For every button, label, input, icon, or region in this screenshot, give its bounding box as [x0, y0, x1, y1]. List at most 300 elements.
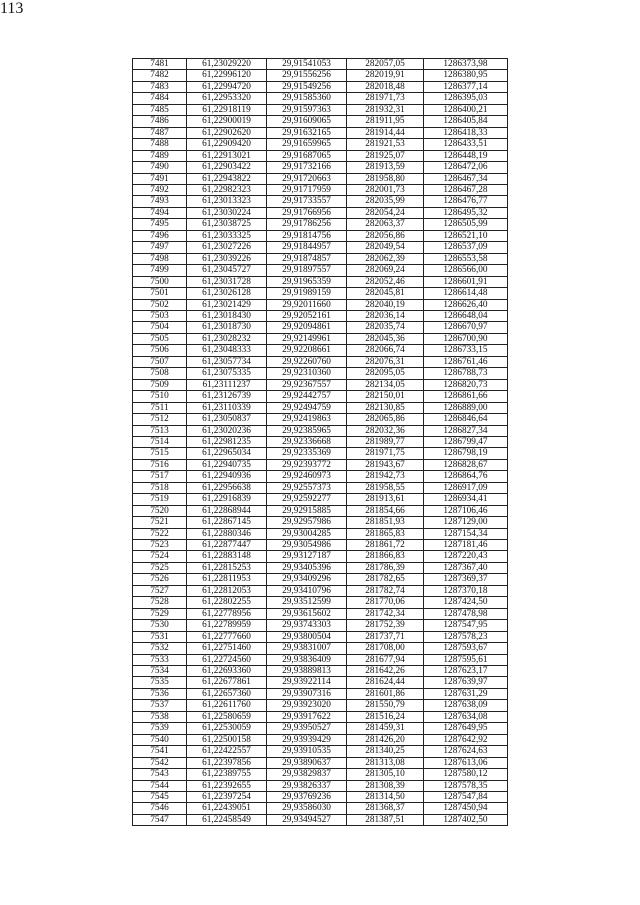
point-number-cell: 7482	[133, 70, 187, 81]
point-number-cell: 7536	[133, 688, 187, 699]
table-row	[133, 345, 508, 356]
y-coordinate-cell: 1286400,21	[424, 104, 508, 115]
table-row	[133, 299, 508, 310]
latitude-cell: 61,23020236	[187, 425, 267, 436]
point-number-cell: 7489	[133, 150, 187, 161]
point-number-cell: 7544	[133, 780, 187, 791]
longitude-cell: 29,91766956	[267, 207, 347, 218]
table-row	[133, 391, 508, 402]
longitude-cell: 29,92335369	[267, 448, 347, 459]
y-coordinate-cell: 1287402,50	[424, 814, 508, 825]
y-coordinate-cell: 1287424,50	[424, 597, 508, 608]
longitude-cell: 29,91732166	[267, 162, 347, 173]
longitude-cell: 29,91965359	[267, 276, 347, 287]
table-row	[133, 288, 508, 299]
table-row	[133, 184, 508, 195]
y-coordinate-cell: 1287547,95	[424, 620, 508, 631]
y-coordinate-cell: 1287649,95	[424, 723, 508, 734]
point-number-cell: 7485	[133, 104, 187, 115]
point-number-cell: 7484	[133, 93, 187, 104]
y-coordinate-cell: 1286566,00	[424, 265, 508, 276]
latitude-cell: 61,22943822	[187, 173, 267, 184]
longitude-cell: 29,93831007	[267, 643, 347, 654]
point-number-cell: 7509	[133, 379, 187, 390]
point-number-cell: 7517	[133, 471, 187, 482]
latitude-cell: 61,22982323	[187, 184, 267, 195]
y-coordinate-cell: 1287106,46	[424, 505, 508, 516]
table-row	[133, 757, 508, 768]
longitude-cell: 29,91597363	[267, 104, 347, 115]
point-number-cell: 7540	[133, 734, 187, 745]
latitude-cell: 61,22965034	[187, 448, 267, 459]
point-number-cell: 7496	[133, 230, 187, 241]
latitude-cell: 61,23026128	[187, 288, 267, 299]
longitude-cell: 29,91844957	[267, 242, 347, 253]
latitude-cell: 61,22693360	[187, 666, 267, 677]
table-row	[133, 540, 508, 551]
longitude-cell: 29,91687065	[267, 150, 347, 161]
y-coordinate-cell: 1286553,58	[424, 253, 508, 264]
longitude-cell: 29,91720663	[267, 173, 347, 184]
table-row	[133, 562, 508, 573]
point-number-cell: 7529	[133, 608, 187, 619]
y-coordinate-cell: 1286476,77	[424, 196, 508, 207]
point-number-cell: 7534	[133, 666, 187, 677]
point-number-cell: 7505	[133, 333, 187, 344]
table-row	[133, 104, 508, 115]
y-coordinate-cell: 1286889,00	[424, 402, 508, 413]
longitude-cell: 29,93127187	[267, 551, 347, 562]
y-coordinate-cell: 1286827,34	[424, 425, 508, 436]
latitude-cell: 61,22657360	[187, 688, 267, 699]
y-coordinate-cell: 1286798,19	[424, 448, 508, 459]
x-coordinate-cell: 282069,24	[347, 265, 424, 276]
longitude-cell: 29,91989159	[267, 288, 347, 299]
y-coordinate-cell: 1286537,09	[424, 242, 508, 253]
point-number-cell: 7524	[133, 551, 187, 562]
latitude-cell: 61,23126739	[187, 391, 267, 402]
latitude-cell: 61,23027226	[187, 242, 267, 253]
latitude-cell: 61,23029220	[187, 59, 267, 70]
latitude-cell: 61,22802255	[187, 597, 267, 608]
y-coordinate-cell: 1286670,97	[424, 322, 508, 333]
longitude-cell: 29,92557373	[267, 482, 347, 493]
y-coordinate-cell: 1287154,34	[424, 528, 508, 539]
y-coordinate-cell: 1286472,06	[424, 162, 508, 173]
latitude-cell: 61,22902620	[187, 127, 267, 138]
latitude-cell: 61,22956638	[187, 482, 267, 493]
longitude-cell: 29,92915885	[267, 505, 347, 516]
longitude-cell: 29,93405396	[267, 562, 347, 573]
point-number-cell: 7532	[133, 643, 187, 654]
x-coordinate-cell: 281971,73	[347, 93, 424, 104]
table-row	[133, 528, 508, 539]
longitude-cell: 29,91874857	[267, 253, 347, 264]
table-row	[133, 116, 508, 127]
latitude-cell: 61,23048333	[187, 345, 267, 356]
x-coordinate-cell: 282095,05	[347, 368, 424, 379]
table-row	[133, 368, 508, 379]
longitude-cell: 29,93586030	[267, 803, 347, 814]
point-number-cell: 7525	[133, 562, 187, 573]
latitude-cell: 61,22996120	[187, 70, 267, 81]
longitude-cell: 29,93889813	[267, 666, 347, 677]
point-number-cell: 7539	[133, 723, 187, 734]
table-row	[133, 265, 508, 276]
x-coordinate-cell: 282054,24	[347, 207, 424, 218]
latitude-cell: 61,23030224	[187, 207, 267, 218]
longitude-cell: 29,92592277	[267, 494, 347, 505]
y-coordinate-cell: 1286373,98	[424, 59, 508, 70]
latitude-cell: 61,22392655	[187, 780, 267, 791]
x-coordinate-cell: 282065,86	[347, 414, 424, 425]
table-row	[133, 574, 508, 585]
x-coordinate-cell: 281387,51	[347, 814, 424, 825]
y-coordinate-cell: 1287450,94	[424, 803, 508, 814]
x-coordinate-cell: 281752,39	[347, 620, 424, 631]
x-coordinate-cell: 282057,05	[347, 59, 424, 70]
x-coordinate-cell: 281866,83	[347, 551, 424, 562]
y-coordinate-cell: 1286864,76	[424, 471, 508, 482]
latitude-cell: 61,22724560	[187, 654, 267, 665]
x-coordinate-cell: 282035,74	[347, 322, 424, 333]
table-row	[133, 173, 508, 184]
y-coordinate-cell: 1286733,15	[424, 345, 508, 356]
y-coordinate-cell: 1286861,66	[424, 391, 508, 402]
x-coordinate-cell: 282056,86	[347, 230, 424, 241]
longitude-cell: 29,91717959	[267, 184, 347, 195]
table-row	[133, 414, 508, 425]
latitude-cell: 61,22778956	[187, 608, 267, 619]
y-coordinate-cell: 1287181,46	[424, 540, 508, 551]
x-coordinate-cell: 282045,36	[347, 333, 424, 344]
point-number-cell: 7506	[133, 345, 187, 356]
point-number-cell: 7507	[133, 356, 187, 367]
latitude-cell: 61,22900019	[187, 116, 267, 127]
y-coordinate-cell: 1286495,32	[424, 207, 508, 218]
longitude-cell: 29,92442757	[267, 391, 347, 402]
latitude-cell: 61,23021429	[187, 299, 267, 310]
longitude-cell: 29,91814756	[267, 230, 347, 241]
x-coordinate-cell: 281921,53	[347, 139, 424, 150]
latitude-cell: 61,23033325	[187, 230, 267, 241]
x-coordinate-cell: 281865,83	[347, 528, 424, 539]
longitude-cell: 29,91659965	[267, 139, 347, 150]
table-row	[133, 734, 508, 745]
x-coordinate-cell: 281925,07	[347, 150, 424, 161]
y-coordinate-cell: 1287580,12	[424, 769, 508, 780]
longitude-cell: 29,91549256	[267, 81, 347, 92]
x-coordinate-cell: 281737,71	[347, 631, 424, 642]
longitude-cell: 29,92336668	[267, 436, 347, 447]
longitude-cell: 29,91541053	[267, 59, 347, 70]
x-coordinate-cell: 281913,61	[347, 494, 424, 505]
longitude-cell: 29,93950527	[267, 723, 347, 734]
point-number-cell: 7512	[133, 414, 187, 425]
latitude-cell: 61,22751460	[187, 643, 267, 654]
point-number-cell: 7513	[133, 425, 187, 436]
y-coordinate-cell: 1287367,40	[424, 562, 508, 573]
point-number-cell: 7493	[133, 196, 187, 207]
y-coordinate-cell: 1286917,09	[424, 482, 508, 493]
table-row	[133, 792, 508, 803]
x-coordinate-cell: 281601,86	[347, 688, 424, 699]
y-coordinate-cell: 1286626,40	[424, 299, 508, 310]
latitude-cell: 61,22918119	[187, 104, 267, 115]
point-number-cell: 7510	[133, 391, 187, 402]
point-number-cell: 7499	[133, 265, 187, 276]
latitude-cell: 61,23050837	[187, 414, 267, 425]
x-coordinate-cell: 282045,81	[347, 288, 424, 299]
point-number-cell: 7545	[133, 792, 187, 803]
x-coordinate-cell: 281971,75	[347, 448, 424, 459]
coordinates-table-body	[133, 59, 508, 826]
latitude-cell: 61,22580659	[187, 711, 267, 722]
x-coordinate-cell: 282063,37	[347, 219, 424, 230]
point-number-cell: 7515	[133, 448, 187, 459]
table-row	[133, 93, 508, 104]
longitude-cell: 29,93743303	[267, 620, 347, 631]
y-coordinate-cell: 1286467,34	[424, 173, 508, 184]
latitude-cell: 61,22916839	[187, 494, 267, 505]
table-row	[133, 769, 508, 780]
page-number: 113	[0, 0, 24, 17]
latitude-cell: 61,22611760	[187, 700, 267, 711]
coordinates-table	[132, 58, 508, 826]
table-row	[133, 379, 508, 390]
point-number-cell: 7497	[133, 242, 187, 253]
point-number-cell: 7481	[133, 59, 187, 70]
y-coordinate-cell: 1286700,90	[424, 333, 508, 344]
longitude-cell: 29,91733557	[267, 196, 347, 207]
x-coordinate-cell: 281932,31	[347, 104, 424, 115]
x-coordinate-cell: 281459,31	[347, 723, 424, 734]
table-row	[133, 425, 508, 436]
point-number-cell: 7527	[133, 585, 187, 596]
latitude-cell: 61,23028232	[187, 333, 267, 344]
latitude-cell: 61,22981235	[187, 436, 267, 447]
longitude-cell: 29,93410796	[267, 585, 347, 596]
table-row	[133, 196, 508, 207]
y-coordinate-cell: 1287578,23	[424, 631, 508, 642]
latitude-cell: 61,23038725	[187, 219, 267, 230]
latitude-cell: 61,22789959	[187, 620, 267, 631]
longitude-cell: 29,93512599	[267, 597, 347, 608]
latitude-cell: 61,22530059	[187, 723, 267, 734]
table-row	[133, 723, 508, 734]
y-coordinate-cell: 1287220,43	[424, 551, 508, 562]
x-coordinate-cell: 282001,73	[347, 184, 424, 195]
x-coordinate-cell: 282040,19	[347, 299, 424, 310]
point-number-cell: 7486	[133, 116, 187, 127]
y-coordinate-cell: 1287478,98	[424, 608, 508, 619]
longitude-cell: 29,93409296	[267, 574, 347, 585]
longitude-cell: 29,93910535	[267, 746, 347, 757]
y-coordinate-cell: 1286521,10	[424, 230, 508, 241]
point-number-cell: 7518	[133, 482, 187, 493]
point-number-cell: 7542	[133, 757, 187, 768]
table-row	[133, 814, 508, 825]
point-number-cell: 7535	[133, 677, 187, 688]
x-coordinate-cell: 281708,00	[347, 643, 424, 654]
point-number-cell: 7495	[133, 219, 187, 230]
point-number-cell: 7487	[133, 127, 187, 138]
x-coordinate-cell: 281913,59	[347, 162, 424, 173]
y-coordinate-cell: 1286648,04	[424, 310, 508, 321]
y-coordinate-cell: 1287642,92	[424, 734, 508, 745]
longitude-cell: 29,92385965	[267, 425, 347, 436]
point-number-cell: 7538	[133, 711, 187, 722]
table-row	[133, 471, 508, 482]
point-number-cell: 7541	[133, 746, 187, 757]
latitude-cell: 61,23013323	[187, 196, 267, 207]
point-number-cell: 7504	[133, 322, 187, 333]
table-row	[133, 253, 508, 264]
longitude-cell: 29,93922114	[267, 677, 347, 688]
y-coordinate-cell: 1286505,99	[424, 219, 508, 230]
point-number-cell: 7508	[133, 368, 187, 379]
table-row	[133, 81, 508, 92]
x-coordinate-cell: 282049,54	[347, 242, 424, 253]
longitude-cell: 29,93494527	[267, 814, 347, 825]
latitude-cell: 61,23110339	[187, 402, 267, 413]
longitude-cell: 29,92094861	[267, 322, 347, 333]
table-row	[133, 700, 508, 711]
x-coordinate-cell: 281642,26	[347, 666, 424, 677]
y-coordinate-cell: 1287578,35	[424, 780, 508, 791]
latitude-cell: 61,22909420	[187, 139, 267, 150]
table-row	[133, 459, 508, 470]
longitude-cell: 29,91897557	[267, 265, 347, 276]
table-row	[133, 162, 508, 173]
longitude-cell: 29,93004285	[267, 528, 347, 539]
latitude-cell: 61,22994720	[187, 81, 267, 92]
longitude-cell: 29,92011660	[267, 299, 347, 310]
longitude-cell: 29,92149961	[267, 333, 347, 344]
y-coordinate-cell: 1286467,28	[424, 184, 508, 195]
x-coordinate-cell: 281958,55	[347, 482, 424, 493]
latitude-cell: 61,22811953	[187, 574, 267, 585]
x-coordinate-cell: 281861,72	[347, 540, 424, 551]
table-row	[133, 654, 508, 665]
point-number-cell: 7500	[133, 276, 187, 287]
point-number-cell: 7516	[133, 459, 187, 470]
longitude-cell: 29,93917622	[267, 711, 347, 722]
y-coordinate-cell: 1287623,17	[424, 666, 508, 677]
table-row	[133, 150, 508, 161]
y-coordinate-cell: 1287547,84	[424, 792, 508, 803]
x-coordinate-cell: 282035,99	[347, 196, 424, 207]
y-coordinate-cell: 1286934,41	[424, 494, 508, 505]
x-coordinate-cell: 281550,79	[347, 700, 424, 711]
x-coordinate-cell: 281851,93	[347, 517, 424, 528]
latitude-cell: 61,23018730	[187, 322, 267, 333]
point-number-cell: 7543	[133, 769, 187, 780]
latitude-cell: 61,22867145	[187, 517, 267, 528]
x-coordinate-cell: 281516,24	[347, 711, 424, 722]
y-coordinate-cell: 1287613,06	[424, 757, 508, 768]
table-row	[133, 242, 508, 253]
y-coordinate-cell: 1287624,63	[424, 746, 508, 757]
x-coordinate-cell: 282019,91	[347, 70, 424, 81]
point-number-cell: 7494	[133, 207, 187, 218]
table-row	[133, 711, 508, 722]
x-coordinate-cell: 282052,46	[347, 276, 424, 287]
point-number-cell: 7521	[133, 517, 187, 528]
point-number-cell: 7537	[133, 700, 187, 711]
x-coordinate-cell: 281677,94	[347, 654, 424, 665]
latitude-cell: 61,22439051	[187, 803, 267, 814]
point-number-cell: 7492	[133, 184, 187, 195]
x-coordinate-cell: 281782,65	[347, 574, 424, 585]
table-row	[133, 59, 508, 70]
table-row	[133, 780, 508, 791]
x-coordinate-cell: 281942,73	[347, 471, 424, 482]
latitude-cell: 61,22389755	[187, 769, 267, 780]
latitude-cell: 61,22815253	[187, 562, 267, 573]
latitude-cell: 61,22880346	[187, 528, 267, 539]
y-coordinate-cell: 1287369,37	[424, 574, 508, 585]
table-row	[133, 70, 508, 81]
point-number-cell: 7526	[133, 574, 187, 585]
point-number-cell: 7522	[133, 528, 187, 539]
latitude-cell: 61,22913021	[187, 150, 267, 161]
latitude-cell: 61,23031728	[187, 276, 267, 287]
table-row	[133, 643, 508, 654]
longitude-cell: 29,91632165	[267, 127, 347, 138]
latitude-cell: 61,22397856	[187, 757, 267, 768]
y-coordinate-cell: 1286828,67	[424, 459, 508, 470]
point-number-cell: 7514	[133, 436, 187, 447]
table-row	[133, 322, 508, 333]
latitude-cell: 61,23018430	[187, 310, 267, 321]
point-number-cell: 7523	[133, 540, 187, 551]
longitude-cell: 29,92052161	[267, 310, 347, 321]
y-coordinate-cell: 1286405,84	[424, 116, 508, 127]
point-number-cell: 7528	[133, 597, 187, 608]
y-coordinate-cell: 1286799,47	[424, 436, 508, 447]
x-coordinate-cell: 282018,48	[347, 81, 424, 92]
table-row	[133, 436, 508, 447]
y-coordinate-cell: 1287638,09	[424, 700, 508, 711]
latitude-cell: 61,22397254	[187, 792, 267, 803]
x-coordinate-cell: 282062,39	[347, 253, 424, 264]
x-coordinate-cell: 281989,77	[347, 436, 424, 447]
table-row	[133, 402, 508, 413]
longitude-cell: 29,93769236	[267, 792, 347, 803]
table-row	[133, 620, 508, 631]
x-coordinate-cell: 281314,50	[347, 792, 424, 803]
longitude-cell: 29,92208661	[267, 345, 347, 356]
y-coordinate-cell: 1287129,00	[424, 517, 508, 528]
y-coordinate-cell: 1286377,14	[424, 81, 508, 92]
table-row	[133, 597, 508, 608]
table-row	[133, 677, 508, 688]
x-coordinate-cell: 281313,08	[347, 757, 424, 768]
latitude-cell: 61,22458549	[187, 814, 267, 825]
longitude-cell: 29,93054986	[267, 540, 347, 551]
y-coordinate-cell: 1286433,51	[424, 139, 508, 150]
latitude-cell: 61,22953320	[187, 93, 267, 104]
y-coordinate-cell: 1287639,97	[424, 677, 508, 688]
y-coordinate-cell: 1287595,61	[424, 654, 508, 665]
point-number-cell: 7546	[133, 803, 187, 814]
point-number-cell: 7547	[133, 814, 187, 825]
table-row	[133, 551, 508, 562]
x-coordinate-cell: 282036,14	[347, 310, 424, 321]
y-coordinate-cell: 1286761,46	[424, 356, 508, 367]
latitude-cell: 61,23045727	[187, 265, 267, 276]
